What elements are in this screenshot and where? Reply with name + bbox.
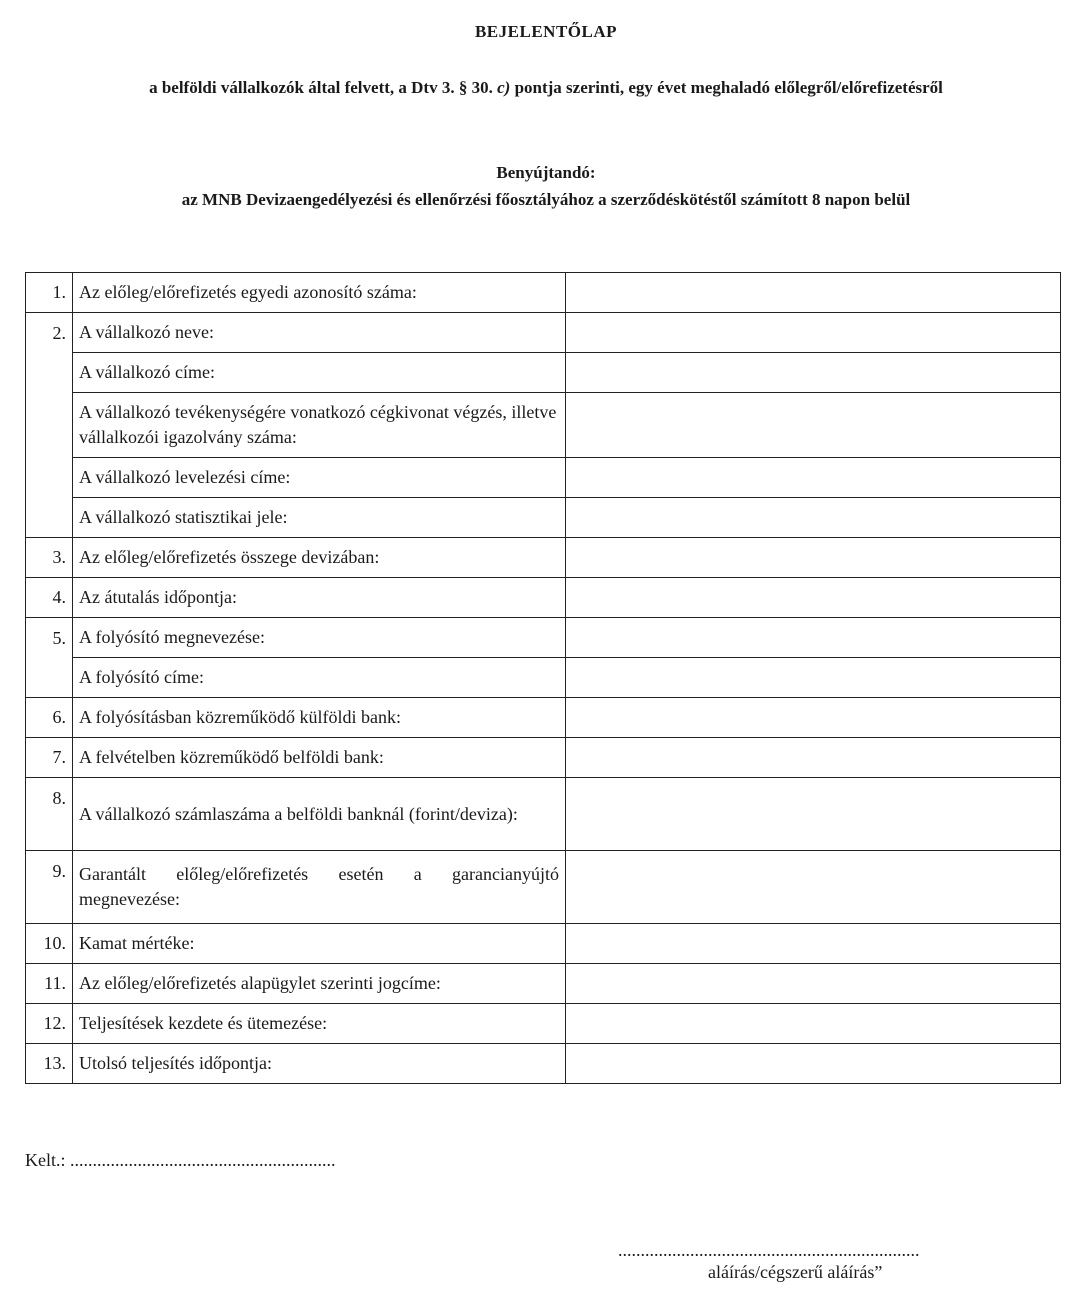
value-field[interactable] (566, 738, 1061, 778)
row-number: 1. (26, 273, 73, 313)
row-label: A vállalkozó számlaszáma a belföldi banknál (forint/deviza): (73, 778, 566, 851)
value-field[interactable] (566, 273, 1061, 313)
table-row (26, 498, 1061, 538)
row-number: 2. (26, 313, 73, 538)
value-field[interactable] (566, 618, 1061, 658)
report-form-table (25, 272, 1061, 1084)
value-field[interactable] (566, 498, 1061, 538)
row-label: Teljesítések kezdete és ütemezése: (73, 1004, 566, 1044)
row-number: 9. (26, 851, 73, 924)
row-number: 11. (26, 964, 73, 1004)
table-row (26, 273, 1061, 313)
value-field[interactable] (566, 658, 1061, 698)
value-field[interactable] (566, 964, 1061, 1004)
submit-instructions: az MNB Devizaengedélyezési és ellenőrzési főosztályához a szerződéskötéstől számított 8 napon belül (181, 190, 911, 209)
subtitle-text-start: a belföldi vállalkozók által felvett, a Dtv 3. § 30. (149, 78, 493, 97)
value-field[interactable] (566, 538, 1061, 578)
table-row (26, 578, 1061, 618)
row-label: Az átutalás időpontja: (73, 578, 566, 618)
row-label: A vállalkozó neve: (73, 313, 566, 353)
table-row (26, 458, 1061, 498)
table-row (26, 353, 1061, 393)
row-label: A vállalkozó statisztikai jele: (73, 498, 566, 538)
table-row (26, 1004, 1061, 1044)
value-field[interactable] (566, 313, 1061, 353)
row-number: 3. (26, 538, 73, 578)
row-number: 4. (26, 578, 73, 618)
row-label: A vállalkozó tevékenységére vonatkozó cégkivonat végzés, illetve vállalkozói igazolvány száma: (73, 393, 566, 458)
row-label: A vállalkozó levelezési címe: (73, 458, 566, 498)
row-label: A folyósító megnevezése: (73, 618, 566, 658)
row-number: 13. (26, 1044, 73, 1084)
table-row (26, 313, 1061, 353)
row-label: Az előleg/előrefizetés egyedi azonosító száma: (73, 273, 566, 313)
row-label: Garantált előleg/előrefizetés esetén a garancianyújtó megnevezése: (73, 851, 566, 924)
signature-line[interactable]: ................................................................... (618, 1240, 920, 1260)
table-row (26, 538, 1061, 578)
subtitle-italic-ref: c) (497, 78, 511, 97)
signature-label: aláírás/cégszerű aláírás” (708, 1262, 883, 1282)
table-row (26, 618, 1061, 658)
row-label: A folyósításban közreműködő külföldi bank: (73, 698, 566, 738)
subtitle-text-end: pontja szerinti, egy évet meghaladó előlegről/előrefizetésről (514, 78, 943, 97)
row-number: 8. (26, 778, 73, 851)
table-row (26, 738, 1061, 778)
row-label: Az előleg/előrefizetés összege devizában: (73, 538, 566, 578)
value-field[interactable] (566, 1004, 1061, 1044)
value-field[interactable] (566, 393, 1061, 458)
submit-heading: Benyújtandó: (496, 163, 596, 182)
table-row (26, 924, 1061, 964)
value-field[interactable] (566, 1044, 1061, 1084)
row-label: Kamat mértéke: (73, 924, 566, 964)
table-row (26, 851, 1061, 924)
row-label: A felvételben közreműködő belföldi bank: (73, 738, 566, 778)
row-label: Utolsó teljesítés időpontja: (73, 1044, 566, 1084)
row-number: 10. (26, 924, 73, 964)
row-label: A folyósító címe: (73, 658, 566, 698)
value-field[interactable] (566, 778, 1061, 851)
table-row (26, 964, 1061, 1004)
value-field[interactable] (566, 924, 1061, 964)
value-field[interactable] (566, 353, 1061, 393)
table-row (26, 658, 1061, 698)
value-field[interactable] (566, 458, 1061, 498)
form-subtitle (0, 78, 1084, 98)
row-label: Az előleg/előrefizetés alapügylet szerinti jogcíme: (73, 964, 566, 1004)
row-label: A vállalkozó címe: (73, 353, 566, 393)
row-number: 12. (26, 1004, 73, 1044)
row-number: 6. (26, 698, 73, 738)
table-row (26, 1044, 1061, 1084)
value-field[interactable] (566, 578, 1061, 618)
table-row (26, 393, 1061, 458)
form-title: BEJELENTŐLAP (474, 22, 618, 41)
row-number: 7. (26, 738, 73, 778)
table-row (26, 698, 1061, 738)
table-row (26, 778, 1061, 851)
date-place-line[interactable]: Kelt.: ........................................................... (25, 1150, 336, 1170)
row-number: 5. (26, 618, 73, 698)
value-field[interactable] (566, 698, 1061, 738)
value-field[interactable] (566, 851, 1061, 924)
